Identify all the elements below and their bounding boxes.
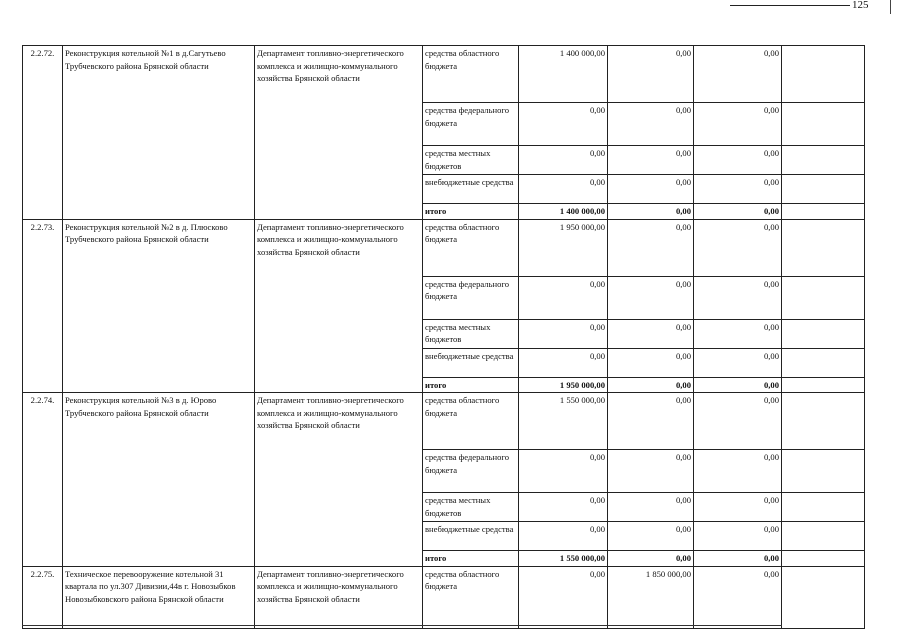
amount-year-2: 0,00 — [608, 276, 694, 319]
amount-year-2: 0,00 — [608, 377, 694, 393]
funding-source: итого — [423, 377, 519, 393]
empty-cell — [782, 219, 865, 276]
amount-year-1: 1 550 000,00 — [519, 551, 608, 567]
amount-year-2: 0,00 — [608, 551, 694, 567]
amount-year-1: 0,00 — [519, 175, 608, 204]
empty-cell — [782, 493, 865, 522]
amount-year-3: 0,00 — [694, 393, 782, 450]
amount-year-2: 0,00 — [608, 146, 694, 175]
funding-source: средства местных бюджетов — [423, 146, 519, 175]
funding-source: итого — [423, 551, 519, 567]
empty-cell — [782, 46, 865, 103]
item-name: Реконструкция котельной №2 в д. Плюсково Трубчевского района Брянской области — [63, 219, 255, 393]
amount-year-2: 0,00 — [608, 493, 694, 522]
amount-year-1: 0,00 — [519, 493, 608, 522]
item-name: Реконструкция котельной №1 в д.Сагутьево Трубчевского района Брянской области — [63, 46, 255, 220]
amount-year-2: 0,00 — [608, 319, 694, 348]
item-code: 2.2.73. — [23, 219, 63, 393]
amount-year-3: 0,00 — [694, 493, 782, 522]
amount-year-2: 0,00 — [608, 393, 694, 450]
funding-source: средства федерального бюджета — [423, 103, 519, 146]
item-code: 2.2.75. — [23, 566, 63, 628]
table-row — [23, 46, 865, 103]
bottom-rule — [22, 625, 782, 626]
item-name: Техническое перевооружение котельной 31 квартала по ул.307 Дивизии,44в г. Новозыбков Новозыбковского района Брянской области — [63, 566, 255, 628]
empty-cell — [782, 393, 865, 450]
item-executor: Департамент топливно-энергетического комплекса и жилищно-коммунального хозяйства Брянской области — [255, 46, 423, 220]
item-code: 2.2.72. — [23, 46, 63, 220]
amount-year-2: 0,00 — [608, 175, 694, 204]
page-number: 125 — [852, 0, 869, 11]
empty-cell — [782, 319, 865, 348]
empty-cell — [782, 522, 865, 551]
funding-source: внебюджетные средства — [423, 522, 519, 551]
empty-cell — [782, 103, 865, 146]
amount-year-1: 1 950 000,00 — [519, 219, 608, 276]
amount-year-2: 0,00 — [608, 348, 694, 377]
funding-source: итого — [423, 204, 519, 220]
funding-source: средства федерального бюджета — [423, 276, 519, 319]
amount-year-3: 0,00 — [694, 276, 782, 319]
amount-year-2: 1 850 000,00 — [608, 566, 694, 628]
amount-year-2: 0,00 — [608, 219, 694, 276]
empty-cell — [782, 377, 865, 393]
table-row — [23, 566, 865, 628]
amount-year-1: 1 400 000,00 — [519, 46, 608, 103]
amount-year-3: 0,00 — [694, 551, 782, 567]
amount-year-1: 0,00 — [519, 146, 608, 175]
amount-year-2: 0,00 — [608, 450, 694, 493]
amount-year-3: 0,00 — [694, 450, 782, 493]
amount-year-3: 0,00 — [694, 377, 782, 393]
empty-cell — [782, 204, 865, 220]
amount-year-1: 0,00 — [519, 103, 608, 146]
empty-cell — [782, 276, 865, 319]
amount-year-2: 0,00 — [608, 46, 694, 103]
amount-year-2: 0,00 — [608, 522, 694, 551]
budget-table — [22, 45, 865, 629]
amount-year-3: 0,00 — [694, 175, 782, 204]
amount-year-1: 0,00 — [519, 566, 608, 628]
amount-year-1: 0,00 — [519, 276, 608, 319]
empty-cell — [782, 348, 865, 377]
empty-cell — [782, 175, 865, 204]
empty-cell — [782, 566, 865, 628]
amount-year-3: 0,00 — [694, 219, 782, 276]
amount-year-3: 0,00 — [694, 146, 782, 175]
funding-source: средства федерального бюджета — [423, 450, 519, 493]
funding-source: средства областного бюджета — [423, 393, 519, 450]
amount-year-3: 0,00 — [694, 348, 782, 377]
item-executor: Департамент топливно-энергетического комплекса и жилищно-коммунального хозяйства Брянской области — [255, 219, 423, 393]
item-executor: Департамент топливно-энергетического комплекса и жилищно-коммунального хозяйства Брянской области — [255, 566, 423, 628]
amount-year-1: 1 950 000,00 — [519, 377, 608, 393]
header-rule — [730, 5, 850, 6]
edge-mark — [890, 0, 892, 14]
item-name: Реконструкция котельной №3 в д. Юрово Трубчевского района Брянской области — [63, 393, 255, 567]
amount-year-3: 0,00 — [694, 46, 782, 103]
funding-source: средства областного бюджета — [423, 46, 519, 103]
amount-year-1: 1 550 000,00 — [519, 393, 608, 450]
item-code: 2.2.74. — [23, 393, 63, 567]
funding-source: средства местных бюджетов — [423, 493, 519, 522]
item-executor: Департамент топливно-энергетического комплекса и жилищно-коммунального хозяйства Брянской области — [255, 393, 423, 567]
amount-year-3: 0,00 — [694, 522, 782, 551]
amount-year-1: 1 400 000,00 — [519, 204, 608, 220]
amount-year-2: 0,00 — [608, 204, 694, 220]
amount-year-1: 0,00 — [519, 319, 608, 348]
funding-source: средства областного бюджета — [423, 219, 519, 276]
funding-source: средства местных бюджетов — [423, 319, 519, 348]
amount-year-1: 0,00 — [519, 522, 608, 551]
empty-cell — [782, 146, 865, 175]
amount-year-3: 0,00 — [694, 319, 782, 348]
empty-cell — [782, 551, 865, 567]
funding-source: внебюджетные средства — [423, 175, 519, 204]
funding-source: средства областного бюджета — [423, 566, 519, 628]
amount-year-3: 0,00 — [694, 204, 782, 220]
empty-cell — [782, 450, 865, 493]
funding-source: внебюджетные средства — [423, 348, 519, 377]
table-row — [23, 393, 865, 450]
amount-year-1: 0,00 — [519, 450, 608, 493]
amount-year-3: 0,00 — [694, 103, 782, 146]
amount-year-3: 0,00 — [694, 566, 782, 628]
table-row — [23, 219, 865, 276]
amount-year-1: 0,00 — [519, 348, 608, 377]
amount-year-2: 0,00 — [608, 103, 694, 146]
